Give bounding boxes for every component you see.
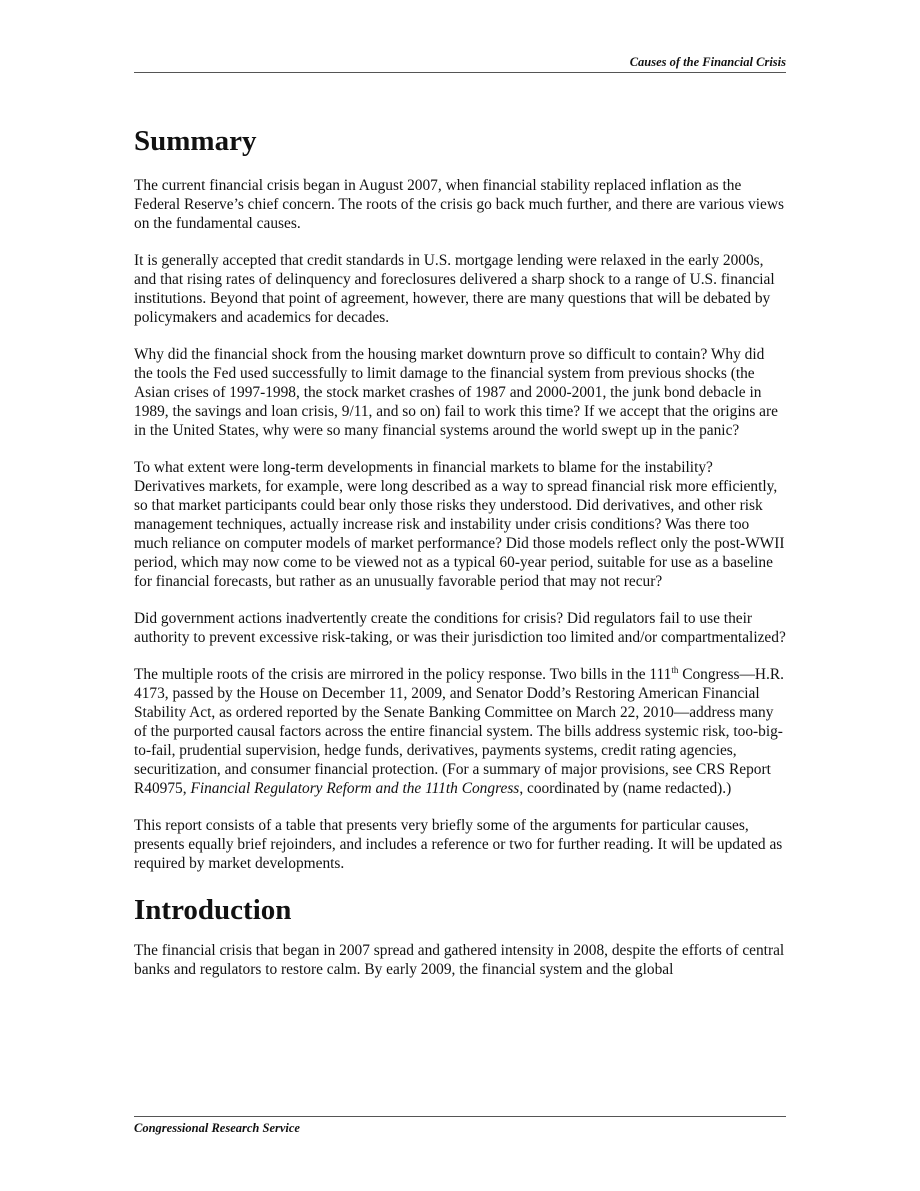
summary-paragraph-3: Why did the financial shock from the housing market downturn prove so difficult to contain? Why did the tools the Fed used successfully to limit damage to the financial system from previous shocks (the Asian crises of 1997-1998, the stock market crashes of 1987 and 2000-2001, the junk bond debacle in 1989, the savings and loan crisis, 9/11, and so on) fail to work this time? If we accept that the origins are in the United States, why were so many financial systems around the world swept up in the panic? bbox=[134, 346, 778, 439]
summary-heading: Summary bbox=[134, 125, 257, 157]
introduction-paragraph-1: The financial crisis that began in 2007 spread and gathered intensity in 2008, despite the efforts of central banks and regulators to restore calm. By early 2009, the financial system and the global bbox=[134, 942, 785, 978]
ordinal-superscript: th bbox=[671, 664, 679, 675]
summary-paragraph-1: The current financial crisis began in August 2007, when financial stability replaced inflation as the Federal Reserve’s chief concern. The roots of the crisis go back much further, and there are various views on the fundamental causes. bbox=[134, 177, 784, 232]
summary-paragraph-7: This report consists of a table that presents very briefly some of the arguments for particular causes, presents equally brief rejoinders, and includes a reference or two for further reading. It will be updated as required by market developments. bbox=[134, 817, 783, 872]
footer-divider bbox=[134, 1116, 786, 1117]
summary-paragraph-5: Did government actions inadvertently create the conditions for crisis? Did regulators fail to use their authority to prevent excessive risk-taking, or was their jurisdiction too limited and/or compartmentalized? bbox=[134, 610, 786, 646]
running-header: Causes of the Financial Crisis bbox=[629, 55, 786, 69]
footer-organization: Congressional Research Service bbox=[134, 1121, 300, 1135]
p6-text-c: , coordinated by (name redacted).) bbox=[519, 780, 732, 797]
p6-text-b: Congress—H.R. 4173, passed by the House on December 11, 2009, and Senator Dodd’s Restoring American Financial Stability Act, as ordered reported by the Senate Banking Committee on March 22, 2010—address many of the purported causal factors across the entire financial system. The bills address systemic risk, too-big-to-fail, prudential supervision, hedge funds, derivatives, payments systems, credit rating agencies, securitization, and consumer financial protection. (For a summary of major provisions, see CRS Report R40975, bbox=[134, 666, 784, 797]
header-divider bbox=[134, 72, 786, 73]
introduction-heading: Introduction bbox=[134, 894, 292, 926]
report-title-italic: Financial Regulatory Reform and the 111th Congress bbox=[190, 780, 520, 797]
summary-paragraph-4: To what extent were long-term developments in financial markets to blame for the instability? Derivatives markets, for example, were long described as a way to spread financial risk more efficiently, so that market participants could bear only those risks they understood. Did derivatives, and other risk management techniques, actually increase risk and instability under crisis conditions? Was there too much reliance on computer models of market performance? Did those models reflect only the post-WWII period, which may now come to be viewed not as a typical 60-year period, suitable for use as a baseline for financial forecasts, but rather as an unusually favorable period that may not recur? bbox=[134, 459, 785, 590]
page-body bbox=[134, 122, 786, 997]
summary-paragraph-6 bbox=[134, 665, 786, 798]
summary-paragraph-2: It is generally accepted that credit standards in U.S. mortgage lending were relaxed in the early 2000s, and that rising rates of delinquency and foreclosures delivered a sharp shock to a range of U.S. financial institutions. Beyond that point of agreement, however, there are many questions that will be debated by policymakers and academics for decades. bbox=[134, 252, 775, 326]
p6-text-a: The multiple roots of the crisis are mirrored in the policy response. Two bills in the 111 bbox=[134, 666, 672, 683]
